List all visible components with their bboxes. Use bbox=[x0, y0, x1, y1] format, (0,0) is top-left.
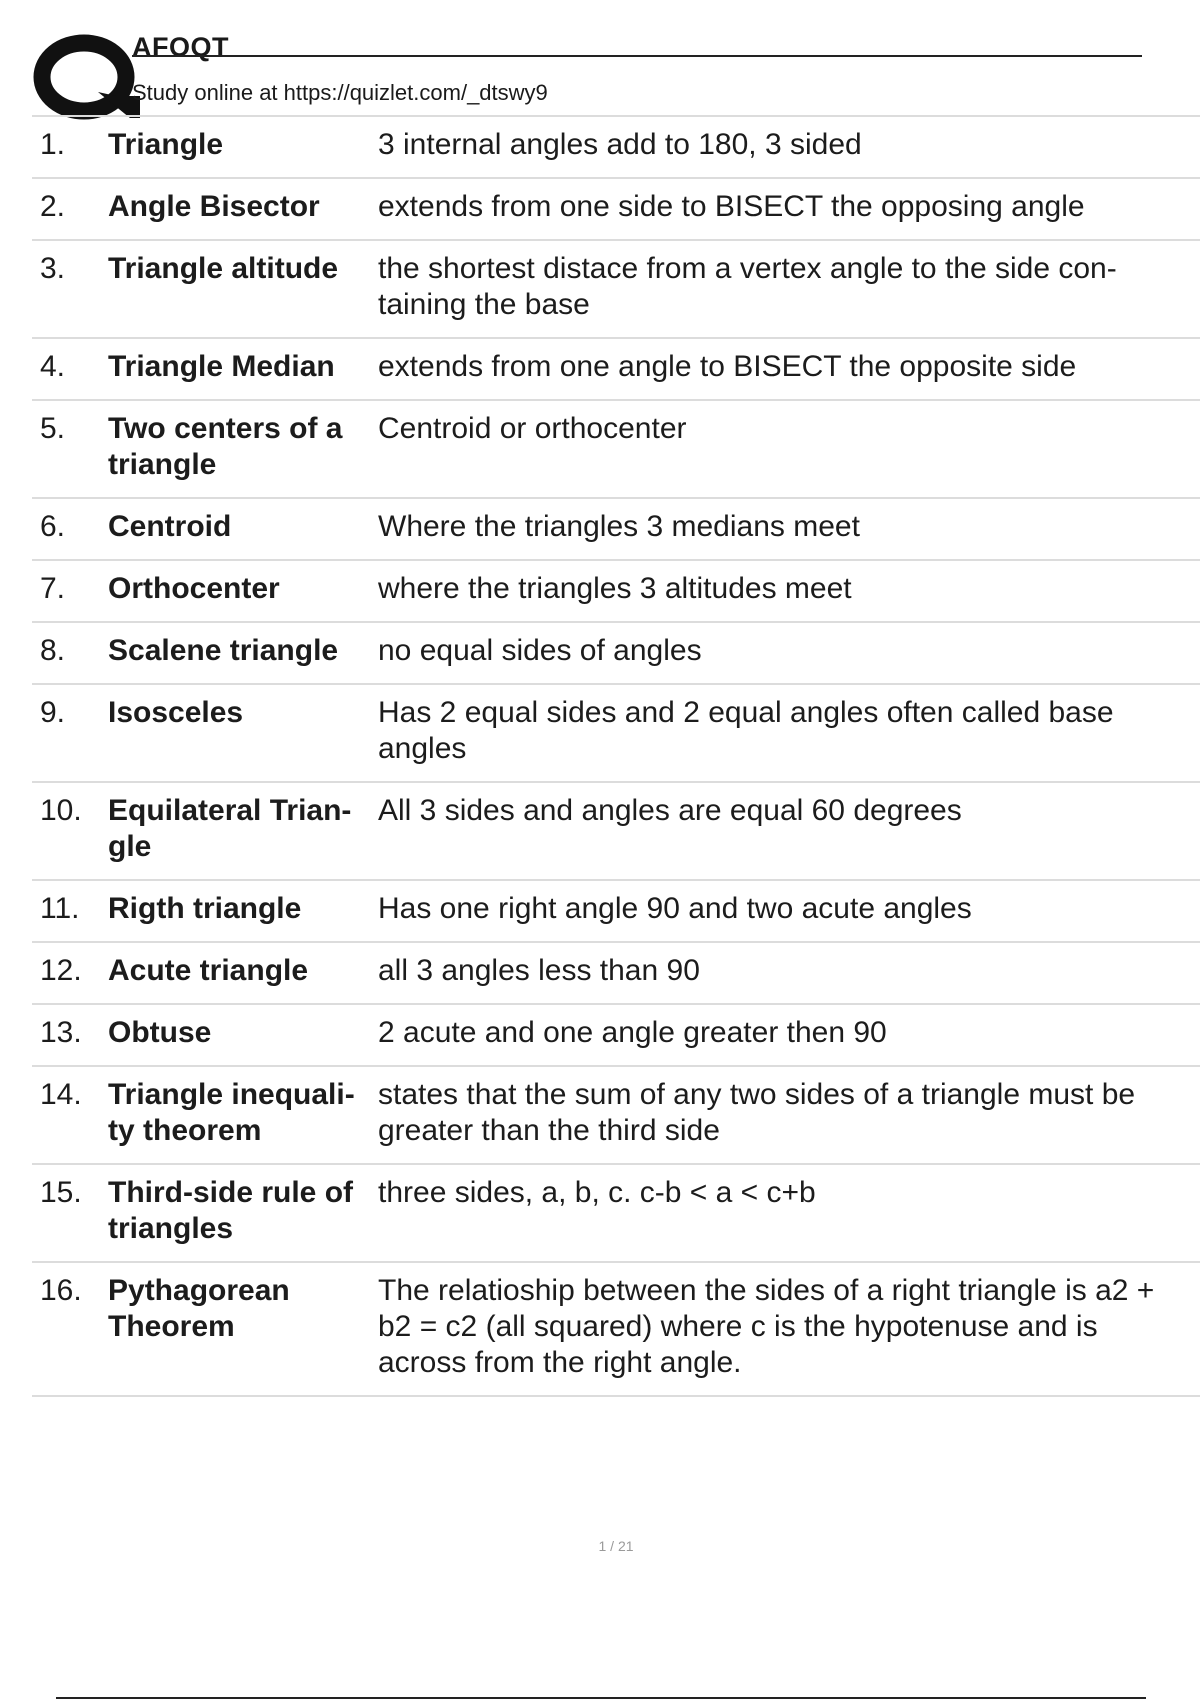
term-name: Obtuse bbox=[108, 1016, 212, 1049]
term-name: Equilateral Trian-gle bbox=[108, 794, 352, 863]
term-row bbox=[32, 623, 1200, 685]
header-divider bbox=[132, 55, 1142, 57]
term-name: Centroid bbox=[108, 510, 232, 543]
term-row bbox=[32, 241, 1200, 339]
term-definition: no equal sides of angles bbox=[378, 634, 702, 667]
term-definition: where the triangles 3 altitudes meet bbox=[378, 572, 852, 605]
term-name: Orthocenter bbox=[108, 572, 280, 605]
term-definition: all 3 angles less than 90 bbox=[378, 954, 700, 987]
term-number: 4. bbox=[40, 350, 66, 383]
term-number: 1. bbox=[40, 128, 66, 161]
term-definition: the shortest distace from a vertex angle to the side con-taining the base bbox=[378, 252, 1117, 321]
term-number: 3. bbox=[40, 252, 66, 285]
term-number: 7. bbox=[40, 572, 66, 605]
term-definition: Where the triangles 3 medians meet bbox=[378, 510, 860, 543]
term-row bbox=[32, 179, 1200, 241]
term-row bbox=[32, 499, 1200, 561]
footer-divider bbox=[56, 1697, 1146, 1699]
page-header bbox=[32, 30, 1142, 114]
term-row bbox=[32, 339, 1200, 401]
term-definition: All 3 sides and angles are equal 60 degrees bbox=[378, 794, 962, 827]
term-number: 9. bbox=[40, 696, 66, 729]
term-name: Pythagorean Theorem bbox=[108, 1274, 290, 1343]
study-online-link[interactable]: Study online at https://quizlet.com/_dtswy9 bbox=[132, 80, 548, 105]
term-name: Scalene triangle bbox=[108, 634, 339, 667]
term-number: 16. bbox=[40, 1274, 82, 1307]
term-definition: three sides, a, b, c. c-b < a < c+b bbox=[378, 1176, 816, 1209]
term-name: Rigth triangle bbox=[108, 892, 302, 925]
term-name: Isosceles bbox=[108, 696, 244, 729]
term-number: 14. bbox=[40, 1078, 82, 1111]
term-row bbox=[32, 1165, 1200, 1263]
term-number: 13. bbox=[40, 1016, 82, 1049]
term-definition: 3 internal angles add to 180, 3 sided bbox=[378, 128, 862, 161]
term-row bbox=[32, 685, 1200, 783]
term-number: 10. bbox=[40, 794, 82, 827]
term-definition: The relatioship between the sides of a right triangle is a2 + b2 = c2 (all squared) where c is the hypotenuse and is across from the right angle. bbox=[378, 1274, 1155, 1379]
term-number: 12. bbox=[40, 954, 82, 987]
term-definition: extends from one angle to BISECT the opposite side bbox=[378, 350, 1077, 383]
term-row bbox=[32, 1263, 1200, 1397]
term-definition: Has one right angle 90 and two acute angles bbox=[378, 892, 972, 925]
term-number: 15. bbox=[40, 1176, 82, 1209]
term-number: 5. bbox=[40, 412, 66, 445]
term-name: Triangle bbox=[108, 128, 224, 161]
quizlet-q-logo-icon bbox=[32, 34, 140, 120]
document-title: AFOQT bbox=[132, 32, 229, 62]
term-name: Two centers of a triangle bbox=[108, 412, 343, 481]
term-row bbox=[32, 1005, 1200, 1067]
term-row bbox=[32, 783, 1200, 881]
term-number: 11. bbox=[40, 892, 80, 925]
term-name: Triangle altitude bbox=[108, 252, 339, 285]
term-definition: 2 acute and one angle greater then 90 bbox=[378, 1016, 887, 1049]
term-definition: extends from one side to BISECT the opposing angle bbox=[378, 190, 1085, 223]
term-row bbox=[32, 881, 1200, 943]
terms-list bbox=[32, 115, 1200, 1397]
term-name: Acute triangle bbox=[108, 954, 309, 987]
term-name: Triangle inequali-ty theorem bbox=[108, 1078, 355, 1147]
term-number: 6. bbox=[40, 510, 66, 543]
term-definition: Has 2 equal sides and 2 equal angles often called base angles bbox=[378, 696, 1114, 765]
term-name: Triangle Median bbox=[108, 350, 335, 383]
page-number: 1 / 21 bbox=[598, 1538, 634, 1554]
term-row bbox=[32, 943, 1200, 1005]
term-row bbox=[32, 117, 1200, 179]
term-name: Angle Bisector bbox=[108, 190, 320, 223]
term-row bbox=[32, 561, 1200, 623]
term-definition: states that the sum of any two sides of a triangle must be greater than the third side bbox=[378, 1078, 1136, 1147]
term-name: Third-side rule of triangles bbox=[108, 1176, 354, 1245]
term-definition: Centroid or orthocenter bbox=[378, 412, 687, 445]
term-number: 8. bbox=[40, 634, 66, 667]
term-number: 2. bbox=[40, 190, 66, 223]
term-row bbox=[32, 1067, 1200, 1165]
term-row bbox=[32, 401, 1200, 499]
